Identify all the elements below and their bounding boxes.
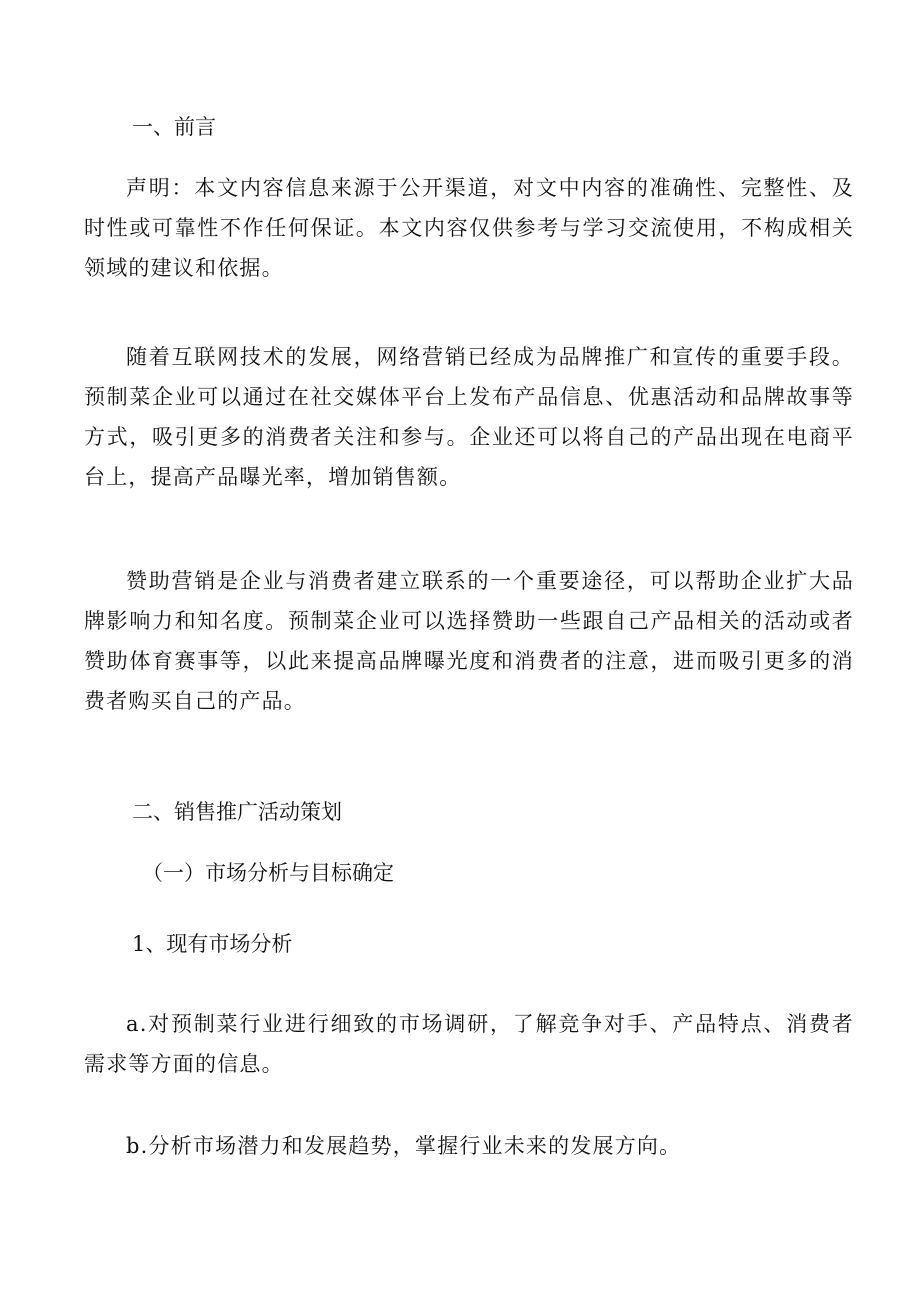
- subsection-heading-market-analysis: （一）市场分析与目标确定: [142, 861, 394, 885]
- section-heading-sales-promotion: 二、销售推广活动策划: [132, 800, 342, 824]
- subsubsection-heading-current-market: 1、现有市场分析: [132, 932, 293, 956]
- disclaimer-paragraph: 声明：本文内容信息来源于公开渠道，对文中内容的准确性、完整性、及时性或可靠性不作任何保证。本文内容仅供参考与学习交流使用，不构成相关领域的建议和依据。: [84, 176, 854, 280]
- sponsorship-marketing-paragraph: 赞助营销是企业与消费者建立联系的一个重要途径，可以帮助企业扩大品牌影响力和知名度。预制菜企业可以选择赞助一些跟自己产品相关的活动或者赞助体育赛事等，以此来提高品牌曝光度和消费者的注意，进而吸引更多的消费者购买自己的产品。: [84, 569, 854, 713]
- list-item: a.对预制菜行业进行细致的市场调研，了解竞争对手、产品特点、消费者需求等方面的信息。: [84, 1012, 854, 1076]
- network-marketing-paragraph: 随着互联网技术的发展，网络营销已经成为品牌推广和宣传的重要手段。预制菜企业可以通过在社交媒体平台上发布产品信息、优惠活动和品牌故事等方式，吸引更多的消费者关注和参与。企业还可以将自己的产品出现在电商平台上，提高产品曝光率，增加销售额。: [84, 345, 854, 489]
- list-item: b.分析市场潜力和发展趋势，掌握行业未来的发展方向。: [126, 1134, 682, 1158]
- section-heading-preface: 一、前言: [132, 115, 216, 139]
